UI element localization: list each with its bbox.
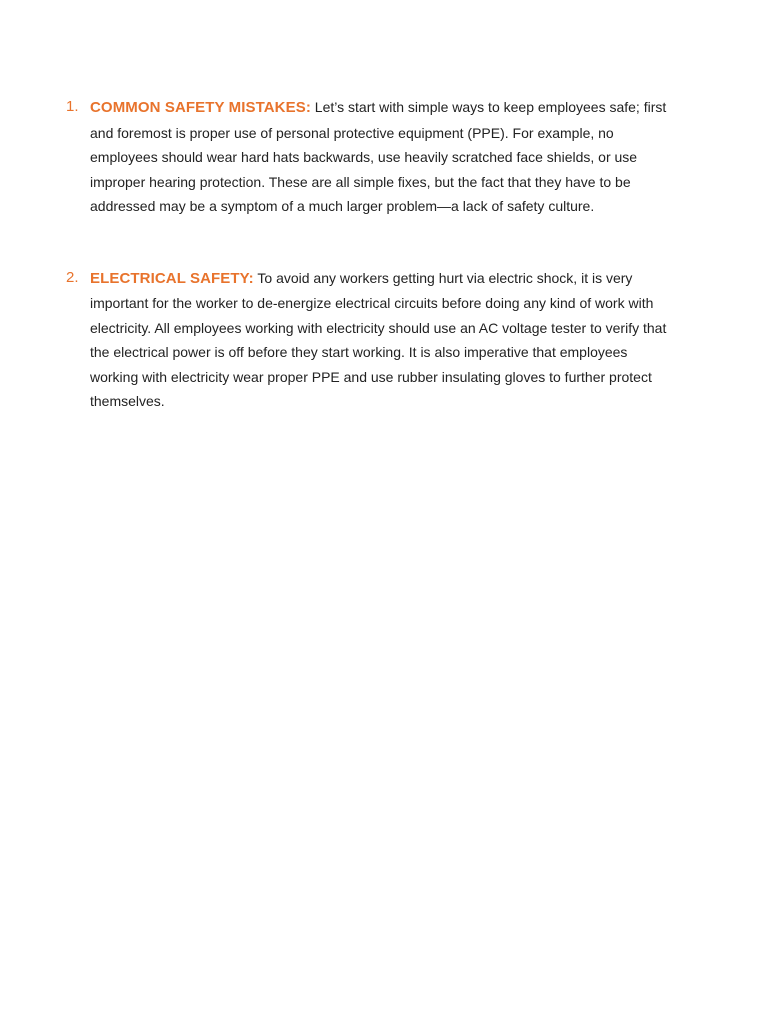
section-heading: COMMON SAFETY MISTAKES: [90, 99, 311, 116]
list-item-body [90, 95, 676, 219]
list-item-body [90, 266, 676, 414]
list-item-number: 1. [66, 98, 79, 115]
list-item-common-safety-mistakes [66, 95, 676, 219]
section-heading: ELECTRICAL SAFETY: [90, 269, 254, 287]
safety-list [66, 95, 676, 461]
section-text: Let’s start with simple ways to keep employees safe; first and foremost is proper use of personal protective equipment (PPE). For example, no employees should wear hard hats backwards, use heavily scratched face shields, or use improper hearing protection. These are all simple fixes, but the fact that they have to be addressed may be a symptom of a much larger problem—a lack of safety culture. [90, 99, 667, 214]
section-text: To avoid any workers getting hurt via electric shock, it is very important for the worker to de-energize electrical circuits before doing any kind of work with electricity. All employees working with electricity should use an AC voltage tester to verify that the electrical power is off before they start working. It is also imperative that employees working with electricity wear proper PPE and use rubber insulating gloves to further protect themselves. [90, 269, 667, 409]
list-item-electrical-safety [66, 266, 676, 414]
list-item-number: 2. [66, 268, 79, 286]
